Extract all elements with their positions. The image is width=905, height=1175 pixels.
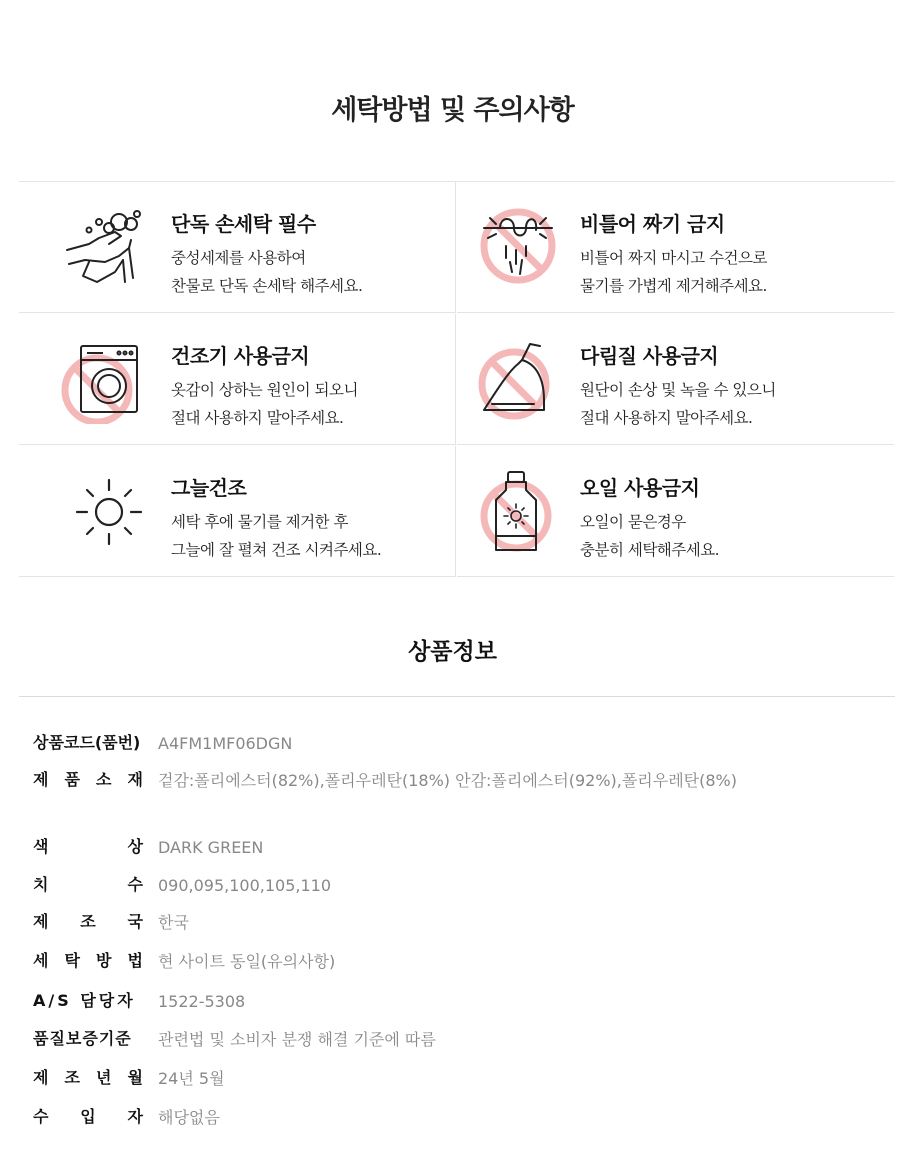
info-label: 상품코드(품번): [33, 733, 141, 752]
info-value: 겉감:폴리에스터(82%),폴리우레탄(18%) 안감:폴리에스터(92%),폴리우레탄(8%): [158, 771, 737, 790]
info-label: A/S 담당자: [33, 991, 136, 1010]
info-label: 제 조 국: [33, 912, 143, 931]
care-item-shade-dry: [19, 446, 456, 577]
care-item-no-wring: [457, 182, 894, 313]
info-label: 세 탁 방 법: [33, 951, 143, 970]
care-item-desc-line: 찬물로 단독 손세탁 해주세요.: [171, 277, 363, 295]
care-item-desc-line: 물기를 가볍게 제거해주세요.: [580, 277, 767, 295]
care-section-title: 세탁방법 및 주의사항: [331, 95, 574, 126]
care-item-desc-line: 오일이 묻은경우: [580, 513, 686, 531]
care-item-desc-line: 옷감이 상하는 원인이 되오니: [171, 381, 358, 399]
info-label: 색 상: [33, 837, 143, 856]
care-item-desc: [171, 244, 362, 300]
care-item-title: 다림질 사용금지: [580, 344, 719, 368]
info-value: DARK GREEN: [158, 838, 264, 857]
info-label: 치 수: [33, 875, 143, 894]
divider: [19, 696, 895, 697]
care-item-desc: [580, 244, 767, 300]
care-item-desc-line: 절대 사용하지 말아주세요.: [580, 409, 753, 427]
care-item-desc-line: 중성세제를 사용하여: [171, 249, 306, 267]
no-dryer-icon: [59, 334, 149, 424]
care-item-desc: [580, 376, 776, 432]
info-label: 제 품 소 재: [33, 770, 143, 789]
care-item-desc-line: 원단이 손상 및 녹을 수 있으니: [580, 381, 776, 399]
care-item-no-oil: [457, 446, 894, 577]
product-info-title: 상품정보: [408, 639, 497, 665]
care-item-no-iron: [457, 314, 894, 445]
info-value: 관련법 및 소비자 분쟁 해결 기준에 따름: [158, 1030, 436, 1049]
no-wring-icon: [470, 202, 560, 292]
care-item-title: 비틀어 짜기 금지: [580, 212, 725, 236]
info-value: 24년 5월: [158, 1069, 225, 1088]
info-value: 해당없음: [158, 1108, 220, 1127]
care-item-desc: [171, 376, 358, 432]
info-value: 한국: [158, 913, 189, 932]
care-item-title: 건조기 사용금지: [171, 344, 310, 368]
care-item-desc-line: 충분히 세탁해주세요.: [580, 541, 720, 559]
info-value: A4FM1MF06DGN: [158, 734, 293, 753]
hand-wash-icon: [59, 202, 149, 292]
care-item-title: 그늘건조: [171, 476, 247, 500]
care-item-desc: [580, 508, 719, 564]
info-value: 현 사이트 동일(유의사항): [158, 952, 336, 971]
no-oil-icon: [470, 466, 560, 556]
care-item-desc-line: 비틀어 짜지 마시고 수건으로: [580, 249, 767, 267]
care-item-title: 오일 사용금지: [580, 476, 700, 500]
care-grid: [19, 181, 895, 578]
sun-icon: [59, 466, 149, 556]
care-item-desc: [171, 508, 381, 564]
info-label: 수 입 자: [33, 1107, 143, 1126]
info-value: 090,095,100,105,110: [158, 876, 332, 895]
info-value: 1522-5308: [158, 992, 246, 1011]
no-iron-icon: [470, 334, 560, 424]
info-label: 품질보증기준: [33, 1029, 132, 1048]
care-item-desc-line: 세탁 후에 물기를 제거한 후: [171, 513, 348, 531]
care-item-desc-line: 절대 사용하지 말아주세요.: [171, 409, 344, 427]
care-item-no-dryer: [19, 314, 456, 445]
care-item-hand-wash: [19, 182, 456, 313]
care-item-title: 단독 손세탁 필수: [171, 212, 316, 236]
info-label: 제 조 년 월: [33, 1068, 143, 1087]
care-item-desc-line: 그늘에 잘 펼쳐 건조 시켜주세요.: [171, 541, 382, 559]
